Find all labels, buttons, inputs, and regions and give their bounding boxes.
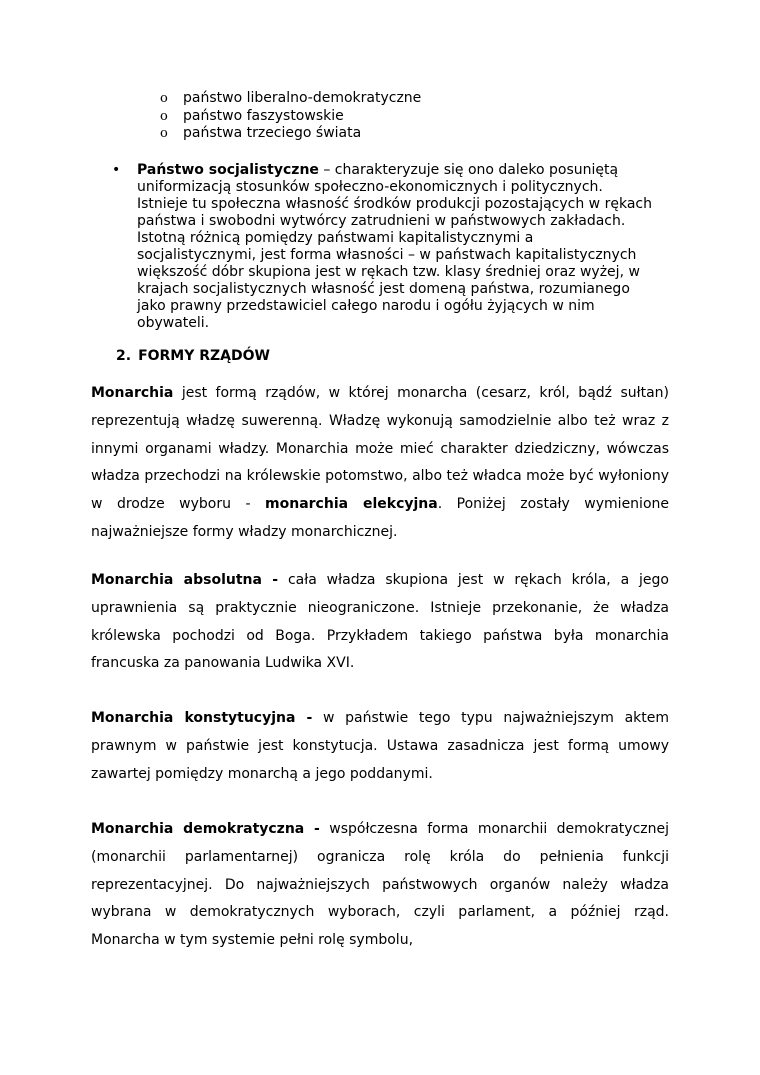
term-monarchia: Monarchia (91, 385, 174, 401)
list-item-text: państwo liberalno-demokratyczne (183, 90, 422, 106)
list-item (160, 90, 421, 108)
socialist-state-bullet (112, 162, 652, 332)
list-item-text: państwa trzeciego świata (183, 125, 362, 141)
circle-bullet-icon: o (160, 108, 168, 124)
term-monarchia-elekcyjna: monarchia elekcyjna (265, 496, 438, 513)
list-item (160, 108, 421, 126)
bullet-description: – charakteryzuje się ono daleko posuniętą uniformizacją stosunków społeczno-ekonomicznych i politycznych. Istnieje tu społeczna własność środków produkcji pozostających w rękach państwa i swobodni wytwórcy zatrudnieni w państwowych zakładach. Istotną różnicą pomiędzy państwami kapitalistycznymi a socjalistycznymi, jest forma własności – w państwach kapitalistycznych większość dóbr skupiona jest w rękach tzw. klasy średniej oraz wyżej, w krajach socjalistycznych własność jest domeną państwa, rozumianego jako prawny przedstawiciel całego narodu i ogółu żyjących w nim obywateli. (137, 162, 652, 331)
heading-number: 2. (116, 348, 132, 364)
list-item-text: państwo faszystowskie (183, 107, 344, 124)
paragraph-text: . Poniżej zostały wymienione najważniejsze formy władzy monarchicznej. (91, 496, 669, 540)
bullet-text (137, 162, 652, 332)
circle-bullet-icon: o (160, 126, 168, 141)
state-types-sublist (160, 90, 421, 143)
term-demokratyczna: Monarchia demokratyczna - (91, 821, 320, 837)
heading-title: FORMY RZĄDÓW (138, 348, 270, 364)
paragraph-demokratyczna (91, 816, 669, 955)
term-absolutna: Monarchia absolutna - (91, 572, 279, 588)
paragraph-text: cała władza skupiona jest w rękach króla, a jego uprawnienia są praktycznie nieograniczone. Istnieje przekonanie, że władza królewska pochodzi od Boga. Przykładem takiego państwa była monarchia francuska za panowania Ludwika XVI. (91, 572, 669, 672)
circle-bullet-icon: o (160, 91, 168, 106)
bullet-term: Państwo socjalistyczne (137, 162, 319, 178)
list-item (160, 125, 421, 143)
term-konstytucyjna: Monarchia konstytucyjna - (91, 710, 313, 726)
paragraph-text: współczesna forma monarchii demokratycznej (monarchii parlamentarnej) ogranicza rolę króla do pełnienia funkcji reprezentacyjnej. Do najważniejszych państwowych organów należy władza wybrana w demokratycznych wyborach, czyli parlament, a później rząd. Monarcha w tym systemie pełni rolę symbolu, (91, 821, 669, 949)
section-heading (116, 348, 270, 364)
paragraph-text: w państwie tego typu najważniejszym aktem prawnym w państwie jest konstytucja. Ustawa zasadnicza jest formą umowy zawartej pomiędzy monarchą a jego poddanymi. (91, 710, 669, 782)
paragraph-absolutna (91, 567, 669, 678)
paragraph-text: jest formą rządów, w której monarcha (cesarz, król, bądź sułtan) reprezentują władzę suwerenną. Władzę wykonują samodzielnie albo też wraz z innymi organami władzy. Monarchia może mieć charakter dziedziczny, wówczas władza przechodzi na królewskie potomstwo, albo też władca może być wyłoniony w drodze wyboru - (91, 385, 669, 513)
paragraph-monarchia (91, 380, 669, 547)
paragraph-konstytucyjna (91, 705, 669, 788)
bullet-dot-icon: • (112, 162, 121, 178)
